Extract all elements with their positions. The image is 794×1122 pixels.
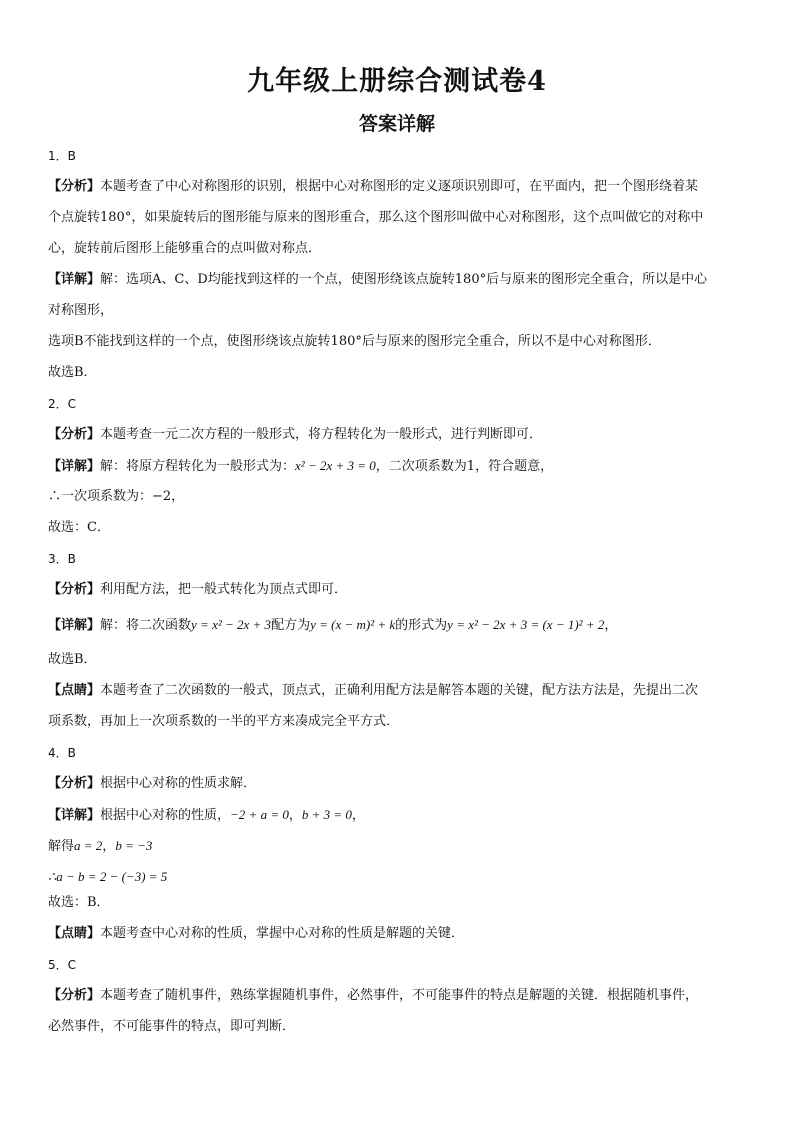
page-title: 九年级上册综合测试卷4 — [247, 66, 547, 97]
q2-detail-line-2: ∴一次项系数为：−2， — [48, 489, 185, 504]
analysis-text: 本题考查一元二次方程的一般形式，将方程转化为一般形式，进行判断即可． — [100, 427, 543, 442]
equation: −2 + a = 0 — [230, 807, 289, 822]
q2-answer: 2．C — [48, 397, 77, 411]
separator: ， — [102, 839, 116, 854]
q2-analysis-line-1 — [48, 425, 760, 445]
detail-text: 根据中心对称的性质， — [100, 808, 231, 823]
detail-text: ， — [351, 808, 365, 823]
equation: b = −3 — [115, 838, 153, 853]
q3-analysis-line-1 — [48, 580, 760, 600]
detail-text: 解：将原方程转化为一般形式为： — [100, 459, 296, 474]
q1-analysis-line-3: 心，旋转前后图形上能够重合的点叫做对称点． — [48, 241, 322, 256]
equation: y = x² − 2x + 3 = (x − 1)² + 2 — [447, 617, 605, 632]
analysis-text: 本题考查了随机事件，熟练掌握随机事件，必然事件，不可能事件的特点是解题的关键．根据随机事件， — [100, 988, 699, 1003]
equation: a = 2 — [74, 838, 103, 853]
equation: b + 3 = 0 — [301, 807, 352, 822]
comment-text: 本题考查了二次函数的一般式，顶点式，正确利用配方法是解答本题的关键，配方法方法是，先提出二次 — [100, 683, 699, 698]
q1-answer: 1．B — [48, 149, 76, 163]
page-subtitle: 答案详解 — [358, 113, 435, 135]
q4-choose: 故选：B． — [48, 895, 110, 910]
q5-analysis-line-2: 必然事件，不可能事件的特点，即可判断． — [48, 1019, 296, 1034]
detail-tag: 【详解】 — [48, 459, 101, 474]
analysis-tag: 【分析】 — [48, 179, 101, 194]
detail-text: 配方为 — [271, 618, 311, 633]
detail-text: 解：将二次函数 — [100, 618, 192, 633]
analysis-text: 利用配方法，把一般式转化为顶点式即可． — [100, 582, 348, 597]
q4-detail-line-3 — [48, 867, 760, 887]
q5-answer: 5．C — [48, 958, 77, 972]
comment-text: 本题考查中心对称的性质，掌握中心对称的性质是解题的关键． — [100, 926, 465, 941]
q3-choose: 故选B． — [48, 652, 97, 667]
q2-choose: 故选：C． — [48, 520, 110, 535]
q1-detail-line-2: 对称图形， — [48, 303, 114, 318]
detail-tag: 【详解】 — [48, 808, 101, 823]
equation: ∴a − b = 2 − (−3) = 5 — [48, 869, 168, 884]
q4-analysis-line-1 — [48, 774, 760, 794]
analysis-tag: 【分析】 — [48, 776, 101, 791]
detail-tag: 【详解】 — [48, 272, 101, 287]
equation: y = x² − 2x + 3 — [191, 617, 272, 632]
q3-answer: 3．B — [48, 552, 76, 566]
detail-text: ， — [604, 618, 618, 633]
analysis-text: 本题考查了中心对称图形的识别，根据中心对称图形的定义逐项识别即可，在平面内，把一个图形绕着某 — [100, 179, 699, 194]
q4-detail-line-1 — [48, 805, 760, 825]
q4-detail-line-2 — [48, 836, 760, 856]
q2-detail-line-1 — [48, 456, 760, 476]
detail-text: ，二次项系数为1，符合题意， — [375, 459, 554, 474]
q3-comment-line-2: 项系数，再加上一次项系数的一半的平方来凑成完全平方式． — [48, 714, 400, 729]
q1-detail-line-3: 选项B不能找到这样的一个点，使图形绕该点旋转180°后与原来的图形完全重合，所以不是中心对称图形． — [48, 334, 661, 349]
comment-tag: 【点睛】 — [48, 683, 101, 698]
analysis-tag: 【分析】 — [48, 582, 101, 597]
q4-answer: 4．B — [48, 746, 76, 760]
equation: y = (x − m)² + k — [310, 617, 396, 632]
separator: ， — [288, 808, 302, 823]
q5-analysis-line-1 — [48, 986, 760, 1006]
q4-comment-line-1 — [48, 924, 760, 944]
analysis-tag: 【分析】 — [48, 988, 101, 1003]
equation: x² − 2x + 3 = 0 — [295, 458, 376, 473]
detail-text: 解得 — [48, 839, 75, 854]
detail-tag: 【详解】 — [48, 618, 101, 633]
analysis-text: 根据中心对称的性质求解． — [100, 776, 257, 791]
q3-comment-line-1 — [48, 681, 760, 701]
detail-text: 的形式为 — [395, 618, 448, 633]
q3-detail-line-1 — [48, 615, 760, 635]
analysis-tag: 【分析】 — [48, 427, 101, 442]
comment-tag: 【点睛】 — [48, 926, 101, 941]
q1-analysis-line-1 — [48, 177, 760, 197]
q1-choose: 故选B． — [48, 365, 97, 380]
detail-text: 解：选项A、C、D均能找到这样的一个点，使图形绕该点旋转180°后与原来的图形完全重合，所以是中心 — [100, 272, 708, 287]
answer-content — [48, 146, 760, 1037]
q1-detail-line-1 — [48, 270, 760, 290]
q1-analysis-line-2: 个点旋转180°，如果旋转后的图形能与原来的图形重合，那么这个图形叫做中心对称图形，这个点叫做它的对称中 — [48, 210, 704, 225]
